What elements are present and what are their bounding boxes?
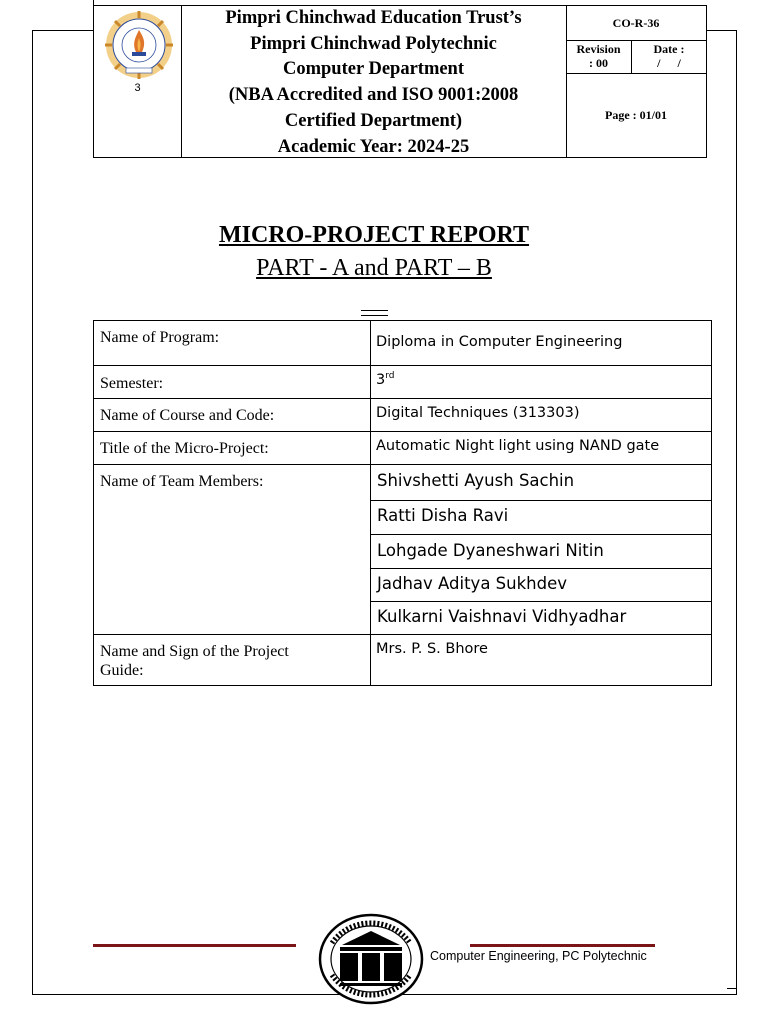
table-row <box>94 635 711 685</box>
team-member-row <box>371 465 711 501</box>
college-logo-icon <box>104 10 174 80</box>
date-label: Date : <box>653 42 685 56</box>
institute-title <box>181 6 567 157</box>
page-border-right <box>736 30 737 995</box>
logo-number: 3 <box>134 82 141 94</box>
footer-text-content: Computer Engineering, PC Polytechnic <box>430 949 647 963</box>
program-label: Name of Program: <box>100 329 220 346</box>
semester-value <box>376 372 395 388</box>
page-number: Page : 01/01 <box>605 108 667 122</box>
team-member-row <box>371 569 711 602</box>
title-line: Academic Year: 2024-25 <box>277 136 470 157</box>
table-row <box>94 321 711 366</box>
guide-label-line: Guide: <box>100 662 144 679</box>
document-header <box>93 5 707 158</box>
project-title-value: Automatic Night light using NAND gate <box>376 438 660 454</box>
course-label: Name of Course and Code: <box>100 407 275 424</box>
document-code: CO-R-36 <box>566 6 706 41</box>
team-label: Name of Team Members: <box>100 473 264 490</box>
semester-number: 3 <box>376 372 386 388</box>
title-line: Pimpri Chinchwad Education Trust’s <box>225 8 522 28</box>
revision-label: Revision <box>576 42 621 56</box>
revision-cell <box>566 40 632 74</box>
guide-label-line: Name and Sign of the Project <box>100 643 289 660</box>
date-value: / / <box>657 56 681 70</box>
revision-value: : 00 <box>589 56 608 70</box>
title-line: Pimpri Chinchwad Polytechnic <box>250 33 497 54</box>
project-details-table <box>93 320 712 686</box>
course-value: Digital Techniques (313303) <box>376 405 580 421</box>
footer-text <box>430 949 668 963</box>
page-border-bottom-right <box>470 994 737 995</box>
team-member-row <box>371 535 711 569</box>
guide-label <box>100 642 289 680</box>
team-member: Shivshetti Ayush Sachin <box>377 471 575 490</box>
page-border-bottom-left <box>32 994 297 995</box>
team-member: Lohgade Dyaneshwari Nitin <box>377 541 604 560</box>
title-line: Certified Department) <box>284 110 463 131</box>
semester-label: Semester: <box>100 375 164 392</box>
program-value: Diploma in Computer Engineering <box>376 334 623 350</box>
team-member: Ratti Disha Ravi <box>377 506 509 525</box>
footer-rule-left <box>93 944 296 947</box>
team-member: Jadhav Aditya Sukhdev <box>377 574 568 593</box>
report-subtitle: PART - A and PART – B <box>256 255 492 281</box>
title-line: (NBA Accredited and ISO 9001:2008 <box>228 85 519 106</box>
guide-value: Mrs. P. S. Bhore <box>376 641 488 657</box>
table-row <box>94 432 711 465</box>
semester-suffix: rd <box>385 371 395 382</box>
table-row <box>94 366 711 399</box>
msbte-seal-icon <box>318 913 424 1005</box>
corner-mark <box>727 988 737 989</box>
document-control-box <box>566 6 706 157</box>
table-row <box>94 399 711 432</box>
double-rule <box>361 310 388 316</box>
project-title-label: Title of the Micro-Project: <box>100 440 269 457</box>
page-border-left <box>32 30 33 995</box>
team-member-row <box>371 501 711 535</box>
team-member-row <box>371 602 711 635</box>
team-member: Kulkarni Vaishnavi Vidhyadhar <box>377 607 627 626</box>
title-line: Computer Department <box>282 59 465 80</box>
report-title: MICRO-PROJECT REPORT <box>218 222 530 248</box>
date-cell <box>632 40 706 74</box>
logo-cell <box>94 6 182 157</box>
footer-rule-right <box>470 944 655 947</box>
